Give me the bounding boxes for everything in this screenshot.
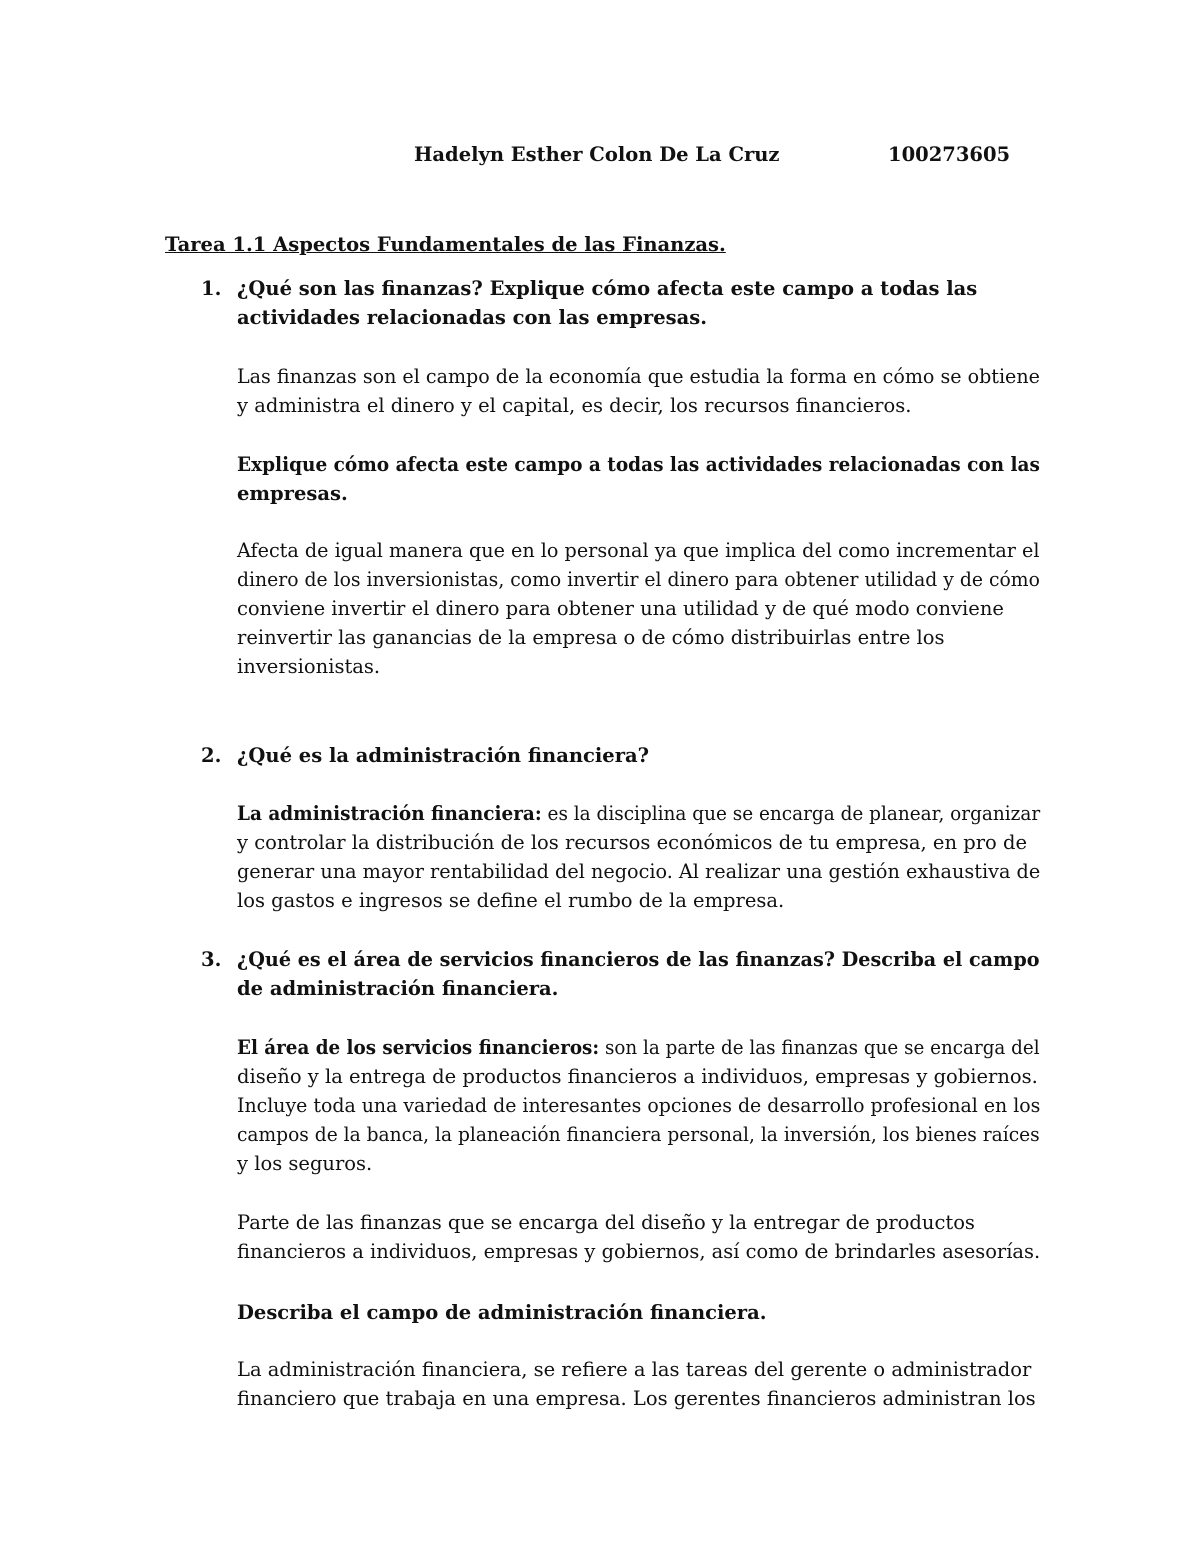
question-number-3: 3. — [201, 948, 222, 971]
q2-answer-line-1 — [237, 799, 1040, 828]
q2-answer-line-4: los gastos e ingresos se define el rumbo de la empresa. — [237, 889, 785, 912]
q1-answer2-line-3: conviene invertir el dinero para obtener una utilidad y de qué modo conviene — [237, 597, 1004, 620]
q2-answer-line-3: generar una mayor rentabilidad del negocio. Al realizar una gestión exhaustiva de — [237, 860, 1041, 883]
question-number-1: 1. — [201, 277, 222, 300]
q1-answer1-line-1: Las finanzas son el campo de la economía que estudia la forma en cómo se obtiene — [237, 365, 1040, 388]
question-3-line-1: ¿Qué es el área de servicios financieros de las finanzas? Describa el campo — [237, 948, 1040, 971]
q3-answer3-line-1: La administración financiera, se refiere a las tareas del gerente o administrador — [237, 1358, 1032, 1381]
question-1-line-1: ¿Qué son las finanzas? Explique cómo afecta este campo a todas las — [237, 277, 978, 300]
q3-answer-line-1-rest: son la parte de las finanzas que se encarga del — [599, 1036, 1040, 1059]
question-number-2: 2. — [201, 744, 222, 767]
q1-subheading-line-1: Explique cómo afecta este campo a todas las actividades relacionadas con las — [237, 453, 1040, 476]
q3-answer-line-5: y los seguros. — [237, 1152, 373, 1175]
q3-subheading: Describa el campo de administración financiera. — [237, 1301, 767, 1324]
q1-answer2-line-5: inversionistas. — [237, 655, 381, 678]
question-3-line-2: de administración financiera. — [237, 977, 559, 1000]
q3-answer2-line-2: financieros a individuos, empresas y gobiernos, así como de brindarles asesorías. — [237, 1240, 1041, 1263]
q2-answer-line-2: y controlar la distribución de los recursos económicos de tu empresa, en pro de — [237, 831, 1027, 854]
q3-answer-lead: El área de los servicios financieros: — [237, 1036, 600, 1059]
q2-answer-line-1-rest: es la disciplina que se encarga de planear, organizar — [541, 802, 1041, 825]
q2-answer-lead: La administración financiera: — [237, 802, 542, 825]
q3-answer2-line-1: Parte de las finanzas que se encarga del diseño y la entregar de productos — [237, 1211, 975, 1234]
student-id: 100273605 — [888, 143, 1011, 166]
q1-answer2-line-2: dinero de los inversionistas, como invertir el dinero para obtener utilidad y de cómo — [237, 568, 1040, 591]
q3-answer-line-2: diseño y la entrega de productos financieros a individuos, empresas y gobiernos. — [237, 1065, 1038, 1088]
question-2: ¿Qué es la administración financiera? — [237, 744, 650, 767]
q1-answer1-line-2: y administra el dinero y el capital, es decir, los recursos financieros. — [237, 394, 912, 417]
student-name: Hadelyn Esther Colon De La Cruz — [414, 143, 780, 166]
q3-answer-line-3: Incluye toda una variedad de interesantes opciones de desarrollo profesional en los — [237, 1094, 1041, 1117]
q1-answer2-line-4: reinvertir las ganancias de la empresa o de cómo distribuirlas entre los — [237, 626, 945, 649]
q1-subheading-line-2: empresas. — [237, 482, 348, 505]
q3-answer-line-4: campos de la banca, la planeación financiera personal, la inversión, los bienes raíces — [237, 1123, 1040, 1146]
assignment-title: Tarea 1.1 Aspectos Fundamentales de las Finanzas. — [165, 233, 726, 256]
q1-answer2-line-1: Afecta de igual manera que en lo personal ya que implica del como incrementar el — [237, 539, 1040, 562]
q3-answer-line-1 — [237, 1033, 1040, 1062]
q3-answer3-line-2: financiero que trabaja en una empresa. Los gerentes financieros administran los — [237, 1387, 1036, 1410]
question-1-line-2: actividades relacionadas con las empresas. — [237, 306, 707, 329]
